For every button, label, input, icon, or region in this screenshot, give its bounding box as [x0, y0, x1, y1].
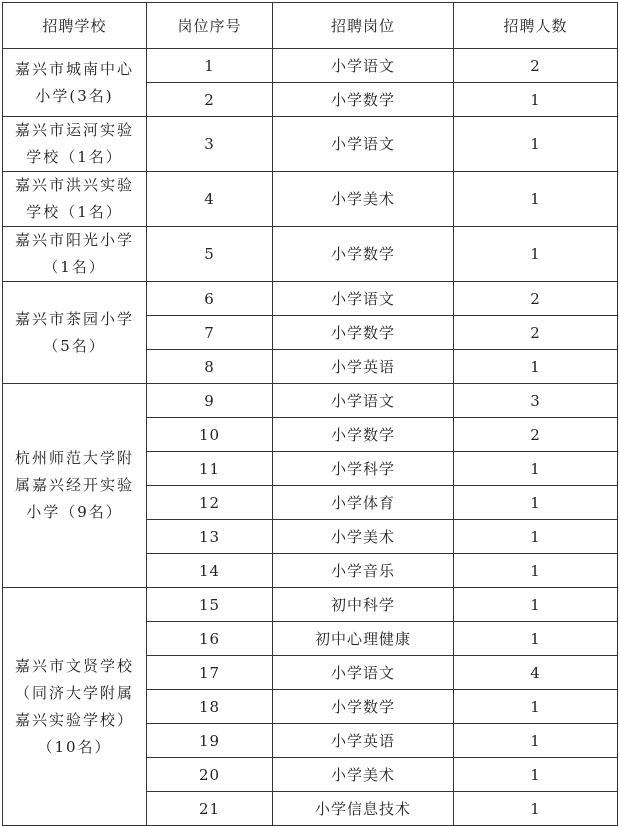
- school-name-cell: [3, 49, 147, 117]
- table-row: [3, 49, 618, 83]
- header-position: 招聘岗位: [273, 3, 454, 49]
- position-number-cell: 6: [147, 282, 273, 316]
- count-cell: 1: [454, 227, 618, 282]
- count-cell: 1: [454, 520, 618, 554]
- count-cell: 1: [454, 758, 618, 792]
- table-row: [3, 384, 618, 418]
- position-cell: 小学数学: [273, 690, 454, 724]
- position-number-cell: 13: [147, 520, 273, 554]
- position-number-cell: 16: [147, 622, 273, 656]
- position-cell: 小学数学: [273, 418, 454, 452]
- school-name-line: （1名）: [43, 258, 106, 276]
- position-cell: 小学数学: [273, 227, 454, 282]
- table-row: [3, 172, 618, 227]
- position-number-cell: 20: [147, 758, 273, 792]
- count-cell: 1: [454, 622, 618, 656]
- position-cell: 小学科学: [273, 452, 454, 486]
- position-number-cell: 3: [147, 117, 273, 172]
- position-cell: 小学体育: [273, 486, 454, 520]
- position-number-cell: 2: [147, 83, 273, 117]
- position-number-cell: 11: [147, 452, 273, 486]
- count-cell: 2: [454, 282, 618, 316]
- position-number-cell: 17: [147, 656, 273, 690]
- school-name-line: 嘉兴市运河实验: [14, 121, 134, 139]
- school-name-cell: [3, 117, 147, 172]
- position-number-cell: 12: [147, 486, 273, 520]
- position-cell: 小学英语: [273, 724, 454, 758]
- position-cell: 小学语文: [273, 49, 454, 83]
- school-name-line: （同济大学附属: [14, 683, 134, 702]
- school-name-line: 嘉兴市文贤学校: [14, 656, 134, 675]
- position-number-cell: 21: [147, 792, 273, 826]
- school-name-line: 属嘉兴经开实验: [14, 476, 134, 494]
- position-cell: 小学数学: [273, 316, 454, 350]
- header-position-number: 岗位序号: [147, 3, 273, 49]
- position-number-cell: 5: [147, 227, 273, 282]
- count-cell: 1: [454, 724, 618, 758]
- count-cell: 1: [454, 117, 618, 172]
- count-cell: 4: [454, 656, 618, 690]
- count-cell: 1: [454, 690, 618, 724]
- position-number-cell: 4: [147, 172, 273, 227]
- school-name-line: （10名）: [37, 737, 112, 756]
- recruitment-table: [2, 2, 618, 826]
- position-cell: 初中心理健康: [273, 622, 454, 656]
- position-cell: 小学数学: [273, 83, 454, 117]
- count-cell: 1: [454, 350, 618, 384]
- position-cell: 小学美术: [273, 758, 454, 792]
- position-number-cell: 15: [147, 588, 273, 622]
- table-row: [3, 588, 618, 622]
- position-cell: 小学语文: [273, 117, 454, 172]
- position-cell: 小学美术: [273, 172, 454, 227]
- count-cell: 1: [454, 554, 618, 588]
- school-name-line: 小学（9名）: [26, 503, 123, 521]
- school-name-cell: [3, 282, 147, 384]
- school-name-line: 嘉兴市阳光小学: [14, 231, 134, 249]
- school-name-cell: [3, 172, 147, 227]
- position-number-cell: 10: [147, 418, 273, 452]
- count-cell: 1: [454, 172, 618, 227]
- count-cell: 3: [454, 384, 618, 418]
- position-number-cell: 18: [147, 690, 273, 724]
- position-cell: 小学语文: [273, 282, 454, 316]
- position-cell: 小学音乐: [273, 554, 454, 588]
- position-number-cell: 1: [147, 49, 273, 83]
- position-cell: 初中科学: [273, 588, 454, 622]
- position-number-cell: 7: [147, 316, 273, 350]
- table-row: [3, 282, 618, 316]
- table-row: [3, 117, 618, 172]
- school-name-line: 学校（1名）: [26, 148, 123, 166]
- header-school: 招聘学校: [3, 3, 147, 49]
- position-cell: 小学英语: [273, 350, 454, 384]
- school-name-line: 嘉兴市城南中心: [14, 59, 134, 78]
- count-cell: 1: [454, 83, 618, 117]
- school-name-line: （5名）: [43, 336, 106, 355]
- school-name-line: 嘉兴市茶园小学: [14, 309, 134, 328]
- table-row: [3, 227, 618, 282]
- count-cell: 2: [454, 418, 618, 452]
- count-cell: 1: [454, 792, 618, 826]
- school-name-cell: [3, 384, 147, 588]
- count-cell: 2: [454, 316, 618, 350]
- position-cell: 小学语文: [273, 384, 454, 418]
- position-number-cell: 14: [147, 554, 273, 588]
- school-name-line: 小学(3名): [35, 86, 114, 105]
- school-name-line: 嘉兴实验学校）: [14, 710, 134, 729]
- position-cell: 小学语文: [273, 656, 454, 690]
- position-number-cell: 8: [147, 350, 273, 384]
- school-name-cell: [3, 588, 147, 826]
- count-cell: 2: [454, 49, 618, 83]
- header-count: 招聘人数: [454, 3, 618, 49]
- position-number-cell: 19: [147, 724, 273, 758]
- school-name-line: 嘉兴市洪兴实验: [14, 176, 134, 194]
- position-cell: 小学美术: [273, 520, 454, 554]
- header-row: [3, 3, 618, 49]
- school-name-line: 杭州师范大学附: [14, 449, 134, 467]
- school-name-cell: [3, 227, 147, 282]
- school-name-line: 学校（1名）: [26, 203, 123, 221]
- count-cell: 1: [454, 588, 618, 622]
- position-number-cell: 9: [147, 384, 273, 418]
- count-cell: 1: [454, 486, 618, 520]
- count-cell: 1: [454, 452, 618, 486]
- table-body: [3, 49, 618, 826]
- position-cell: 小学信息技术: [273, 792, 454, 826]
